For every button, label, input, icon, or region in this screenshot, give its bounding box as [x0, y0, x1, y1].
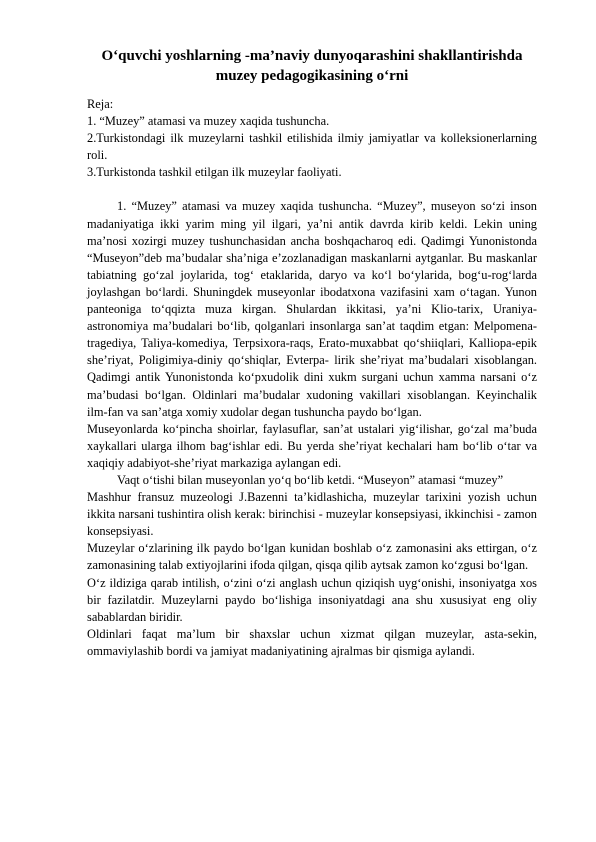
- plan-heading: Reja:: [87, 97, 114, 111]
- plan-item: 2.Turkistondagi ilk muzeylarni tashkil etilishida ilmiy jamiyatlar va kolleksionerlarning roli.: [87, 131, 537, 163]
- paragraph: Muzeylar o‘zlarining ilk paydo bo‘lgan kunidan boshlab o‘z zamonasini aks ettirgan, o‘z zamonasining talab extiyojlarini ifoda qilgan, qisqa qilib aytsak zamon ko‘zgusi bo‘lgan.: [87, 541, 537, 573]
- document-title: O‘quvchi yoshlarning -ma’naviy dunyoqarashini shakllantirishda muzey pedagogikasining o‘rni: [101, 48, 523, 84]
- plan-item: 3.Turkistonda tashkil etilgan ilk muzeylar faoliyati.: [87, 165, 342, 180]
- document-page: [87, 46, 537, 660]
- plan-section: [87, 96, 537, 181]
- paragraph: 1. “Muzey” atamasi va muzey xaqida tushuncha. “Muzey”, museyon so‘zi inson madaniyatiga ikki yarim ming yil ilgari, ya’ni antik davrda kirib keldi. Lekin uning ma’nosi xozirgi muzey tushunchasidan ancha boshqacharoq edi. Qadimgi Yunonistonda “Museyon”deb ma’budalar sha’niga e’zozlanadigan maskanlarni aytganlar. Bu maskanlar tabiatning go‘zal joylarida, tog‘ etaklarida, daryo va ko‘l bo‘ylarida, bog‘u-rog‘larda joylashgan bo‘lardi. Shuningdek museyonlar ibodatxona vazifasini xam o‘tagan. Yunon panteoniga to‘qqizta muza kirgan. Shulardan ikkitasi, ya’ni Klio-tarix, Uraniya-astronomiya ma’budalari bo‘lib, qolganlari insonlarga san’at taqdim etgan: Melpomena-tragediya, Taliya-komediya, Terpsixora-raqs, Erato-muxabbat qo‘shiiqlari, Kalliopa-epik she’riyat, Poligimiya-diniy qo‘shiqlar, Evterpa- lirik she’riyat ma’budalari xisoblangan. Qadimgi antik Yunonistonda ko‘pxudolik dini xukm surgani uchun xamma narsani o‘z ma’budasi bo‘lgan. Oldinlari ma’budalar xudoning vakillari xisoblangan. Keyinchalik ilm-fan va san’atga xomiy xudolar degan tushuncha paydo bo‘lgan.: [87, 199, 537, 419]
- paragraph: Museyonlarda ko‘pincha shoirlar, faylasuflar, san’at ustalari yig‘ilishar, go‘zal ma’buda xaykallari ularga ilhom bag‘ishlar edi. Bu yerda she’riyat kechalari ham bo‘lib o‘tar va xaqiqiy adabiyot-she’riyat markaziga aylangan edi.: [87, 421, 537, 470]
- paragraph: Oldinlari faqat ma’lum bir shaxslar uchun xizmat qilgan muzeylar, asta-sekin, ommaviylashib bordi va jamiyat madaniyatining ajralmas bir qismiga aylandi.: [87, 626, 537, 658]
- paragraph: Mashhur fransuz muzeologi J.Bazenni ta’kidlashicha, muzeylar tarixini yozish uchun ikkita narsani tushintira olish kerak: birinchisi - muzeylar konsepsiyasi, ikkinchisi - zamon konsepsiyasi.: [87, 490, 537, 539]
- paragraph: Vaqt o‘tishi bilan museyonlan yo‘q bo‘lib ketdi. “Museyon” atamasi “muzey”: [117, 472, 504, 487]
- paragraph: O‘z ildiziga qarab intilish, o‘zini o‘zi anglash uchun qiziqish uyg‘onishi, insoniyatga xos bir fazilatdir. Muzeylarni paydo bo‘lishiga insoniyatdagi ana shu xususiyat eng oliy sabablardan biridir.: [87, 575, 537, 624]
- document-body: [87, 198, 537, 660]
- plan-item: 1. “Muzey” atamasi va muzey xaqida tushuncha.: [87, 114, 330, 129]
